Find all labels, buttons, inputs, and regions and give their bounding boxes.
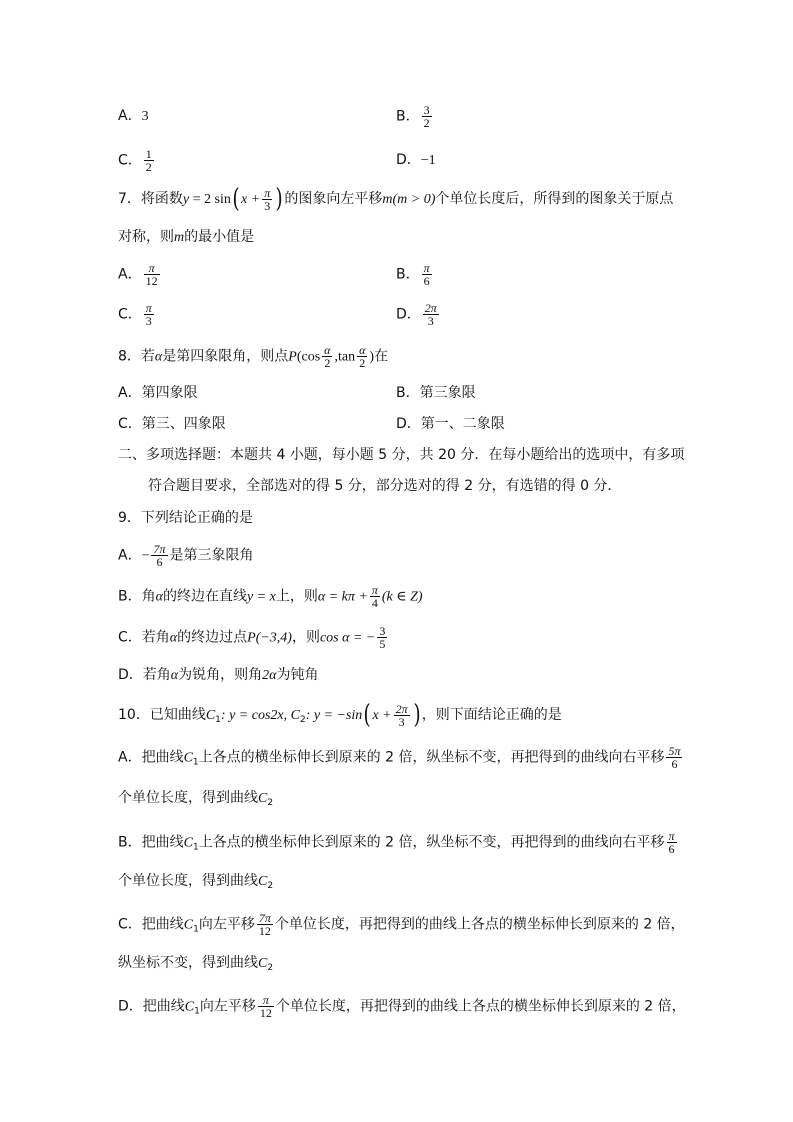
text: 的终边在直线 xyxy=(162,588,247,605)
option-label: D． xyxy=(396,306,421,323)
numerator: 3 xyxy=(379,624,386,638)
q7-stem-line2 xyxy=(118,227,254,248)
fraction xyxy=(258,994,274,1019)
text: 向左平移 xyxy=(198,916,255,933)
subscript: 2 xyxy=(299,715,306,725)
q7-option-b xyxy=(396,262,434,287)
text: 个单位长度，再把得到的曲线上各点的横坐标伸长到原来的 2 倍， xyxy=(275,998,686,1015)
subscript: 2 xyxy=(267,798,274,808)
math: P xyxy=(288,349,297,365)
subscript: 1 xyxy=(193,924,199,935)
option-label: B． xyxy=(396,108,420,125)
math: 2α xyxy=(262,668,277,683)
denominator: 12 xyxy=(145,274,158,288)
q6-option-a xyxy=(118,106,149,127)
q8-option-b: B．第三象限 xyxy=(396,385,476,401)
fraction xyxy=(422,104,432,129)
math: x + xyxy=(372,708,392,723)
math: m > 0 xyxy=(397,192,431,207)
subscript: 2 xyxy=(267,963,274,973)
math: = 2 sin xyxy=(189,192,231,207)
text: 的最小值是 xyxy=(184,229,255,245)
numerator: 2π xyxy=(424,301,437,315)
option-label: D．若角 xyxy=(118,667,171,683)
q10-option-b-line2 xyxy=(118,871,273,896)
subscript: 1 xyxy=(192,842,199,853)
text: 为锐角，则角 xyxy=(178,667,263,683)
numerator: π xyxy=(668,829,675,843)
q10-option-c-line1 xyxy=(118,912,685,940)
q8-stem xyxy=(118,344,388,369)
math: C xyxy=(183,835,193,851)
option-label: A． xyxy=(118,547,142,564)
math: α xyxy=(154,349,163,365)
option-label: B．角 xyxy=(118,588,156,605)
option-label: D． xyxy=(396,152,421,168)
text: 在 xyxy=(374,348,389,365)
fraction xyxy=(423,302,439,327)
fraction xyxy=(666,745,682,770)
q9-option-d xyxy=(118,665,319,686)
numerator: 3 xyxy=(423,103,430,117)
q10-option-a-line1 xyxy=(118,745,684,773)
numerator: 1 xyxy=(145,147,152,161)
text: 7．将函数 xyxy=(118,191,183,207)
denominator: 12 xyxy=(258,924,271,938)
left-paren: ( xyxy=(232,184,240,214)
numerator: 2π xyxy=(395,701,408,716)
denominator: 6 xyxy=(671,757,678,771)
denominator: 3 xyxy=(398,714,405,729)
q7-option-c xyxy=(118,302,156,327)
numerator: π xyxy=(144,262,160,275)
text: 的图象向左平移 xyxy=(284,191,383,207)
math: ,tan xyxy=(334,349,356,365)
numerator: 7π xyxy=(258,911,271,925)
text: D．把曲线 xyxy=(118,998,185,1015)
numerator: π xyxy=(145,301,152,315)
math: C xyxy=(183,750,193,766)
text: 个单位长度，再把得到的曲线上各点的横坐标伸长到原来的 2 倍， xyxy=(274,916,685,933)
text: ，则下面结论正确的是 xyxy=(421,707,562,723)
math: − xyxy=(141,548,150,564)
math: cos α = − xyxy=(319,630,376,646)
math: (cos xyxy=(296,349,321,365)
math: m xyxy=(174,230,185,245)
subscript: 2 xyxy=(267,881,274,891)
math: : y = cos2x, xyxy=(220,708,291,723)
fraction xyxy=(144,302,154,327)
q7-option-a xyxy=(118,262,162,287)
text: 上各点的横坐标伸长到原来的 2 倍，纵坐标不变，再把得到的曲线向右平移 xyxy=(198,749,665,766)
math: x + xyxy=(241,192,261,207)
fraction xyxy=(151,543,167,568)
q9-option-b xyxy=(118,584,423,609)
text: 个单位长度后，所得到的图象关于原点 xyxy=(435,191,674,207)
math: C xyxy=(205,708,216,723)
text: C．把曲线 xyxy=(118,916,184,933)
q6-option-c xyxy=(118,148,156,173)
denominator: 3 xyxy=(427,314,434,328)
q10-option-a-line2 xyxy=(118,788,273,813)
text: 向左平移 xyxy=(199,998,256,1015)
subscript: 1 xyxy=(192,757,199,768)
q8-option-a: A．第四象限 xyxy=(118,385,198,401)
section-header-line1: 二、多项选择题：本题共 4 小题，每小题 5 分，共 20 分．在每小题给出的选项中，有多项 xyxy=(118,447,685,463)
option-value: −1 xyxy=(420,153,436,168)
math: P(−3,4) xyxy=(247,630,292,646)
text: 10．已知曲线 xyxy=(118,707,206,723)
text: 8．若 xyxy=(118,348,155,365)
option-label: C． xyxy=(118,306,142,323)
numerator: π xyxy=(371,583,378,597)
math: C xyxy=(258,874,268,889)
fraction xyxy=(144,148,154,173)
denominator: 6 xyxy=(423,274,430,288)
option-label: A． xyxy=(118,266,142,283)
q7-stem-line1: 7．将函数y = 2 sin( x + $\frac{\pi}{3}$ ) 的图象向左平移m(m > 0)个单位长度后，所得到的图象关于原点 xyxy=(118,184,674,214)
fraction xyxy=(322,344,332,369)
text: 是第四象限角，则点 xyxy=(162,348,289,365)
q8-option-c: C．第三、四象限 xyxy=(118,416,226,432)
text: A．把曲线 xyxy=(118,749,184,766)
numerator: 7π xyxy=(153,542,166,556)
text: 个单位长度，得到曲线 xyxy=(118,790,258,806)
q9-option-a xyxy=(118,543,254,568)
q10-option-b-line1 xyxy=(118,830,679,858)
denominator: 2 xyxy=(423,116,430,130)
math: C xyxy=(258,791,268,806)
fraction xyxy=(144,262,160,287)
fraction xyxy=(262,187,272,212)
denominator: 6 xyxy=(668,842,675,856)
right-paren: ) xyxy=(413,700,421,730)
denominator: 6 xyxy=(156,555,163,569)
q6-option-d xyxy=(396,150,436,171)
math: C xyxy=(258,956,268,971)
fraction xyxy=(257,912,273,937)
subscript: 1 xyxy=(194,1006,200,1017)
text: 纵坐标不变，得到曲线 xyxy=(118,955,258,971)
math: (k ∈ Z) xyxy=(381,589,423,605)
fraction xyxy=(377,625,387,650)
text: 上各点的横坐标伸长到原来的 2 倍，纵坐标不变，再把得到的曲线向右平移 xyxy=(198,834,665,851)
math: ) xyxy=(369,349,375,365)
option-value: 3 xyxy=(141,109,149,124)
denominator: 3 xyxy=(264,198,271,213)
denominator: 2 xyxy=(324,356,331,370)
text: 的终边过点 xyxy=(177,629,248,646)
math: α xyxy=(155,589,163,605)
option-label: C．若角 xyxy=(118,629,170,646)
option-label: A． xyxy=(118,108,142,124)
q10-option-d-line1 xyxy=(118,994,686,1022)
q10-option-c-line2 xyxy=(118,953,273,978)
option-label: C． xyxy=(118,152,142,169)
numerator: α xyxy=(359,343,366,357)
section-header-line2: 符合题目要求，全部选对的得 5 分，部分选对的得 2 分，有选错的得 0 分． xyxy=(148,478,622,494)
denominator: 12 xyxy=(259,1006,272,1020)
right-paren: ) xyxy=(275,184,283,214)
denominator: 4 xyxy=(371,596,378,610)
text: ，则 xyxy=(291,629,320,646)
numerator: π xyxy=(258,994,274,1007)
text: 个单位长度，得到曲线 xyxy=(118,873,258,889)
numerator: 5π xyxy=(668,744,681,758)
math: : y = −sin xyxy=(305,708,363,723)
math: C xyxy=(183,917,194,933)
text: 是第三象限角 xyxy=(169,547,254,564)
denominator: 2 xyxy=(145,160,152,174)
math: α = kπ + xyxy=(317,589,368,605)
numerator: π xyxy=(264,185,271,200)
numerator: π xyxy=(423,261,430,275)
q8-option-d: D．第一、二象限 xyxy=(396,416,505,432)
q7-option-d xyxy=(396,302,441,327)
math: m xyxy=(382,192,393,207)
q9-stem: 9．下列结论正确的是 xyxy=(118,510,253,526)
option-label: B． xyxy=(396,266,420,283)
left-paren: ( xyxy=(363,700,371,730)
q10-stem xyxy=(118,702,562,730)
fraction xyxy=(422,262,432,287)
numerator: α xyxy=(324,343,331,357)
fraction xyxy=(357,344,367,369)
q9-option-c xyxy=(118,625,389,650)
text: 上，则 xyxy=(275,588,318,605)
fraction xyxy=(394,703,410,728)
denominator: 2 xyxy=(359,356,366,370)
subscript: 1 xyxy=(215,715,221,725)
math: C xyxy=(290,708,300,723)
text: 为钝角 xyxy=(276,667,319,683)
denominator: 3 xyxy=(145,314,152,328)
math: α xyxy=(170,668,179,683)
text: B．把曲线 xyxy=(118,834,184,851)
denominator: 5 xyxy=(379,637,386,651)
math: α xyxy=(169,630,178,646)
math: y = x xyxy=(246,589,276,605)
math: C xyxy=(184,999,195,1015)
q6-option-b xyxy=(396,104,434,129)
math: y xyxy=(182,192,190,207)
text: 对称，则 xyxy=(118,229,174,245)
fraction xyxy=(370,584,380,609)
fraction xyxy=(667,830,677,855)
